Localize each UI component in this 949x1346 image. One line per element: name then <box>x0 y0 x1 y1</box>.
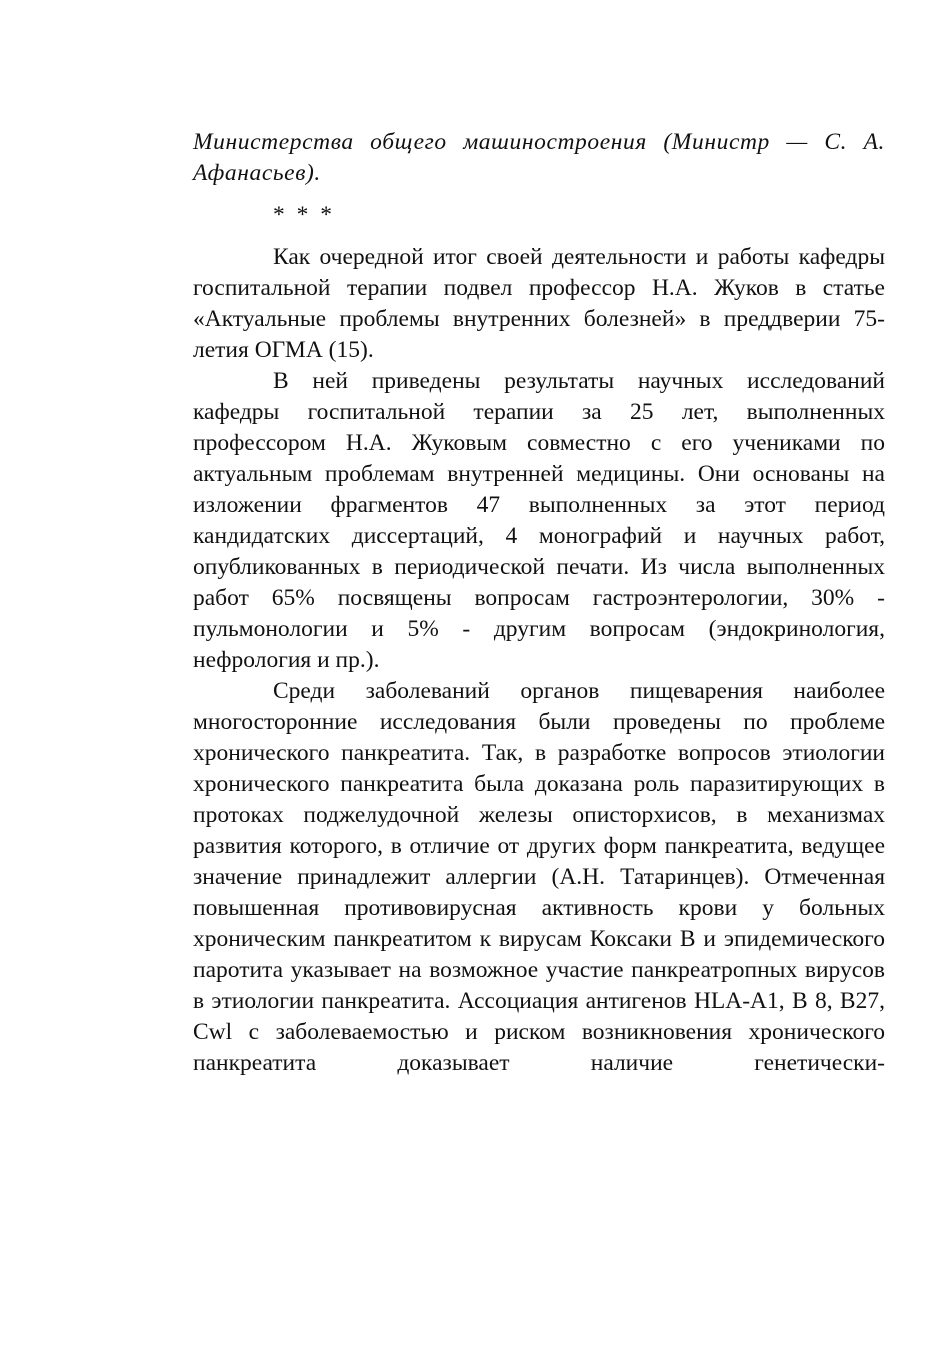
intro-italic-text: Министерства общего машиностроения (Министр — С. А. Афанасьев). <box>193 129 885 186</box>
document-page <box>193 127 885 1079</box>
paragraph-1: Как очередной итог своей деятельности и работы кафедры госпитальной терапии подвел профессор Н.А. Жуков в статье «Актуальные проблемы внутренних болезней» в преддверии 75-летия ОГМА (15). <box>193 244 885 363</box>
paragraph-3: Среди заболеваний органов пищеварения наиболее многосторонние исследования были проведены по проблеме хронического панкреатита. Так, в разработке вопросов этиологии хронического панкреатита была доказана роль паразитирующих в протоках поджелудочной железы описторхисов, в механизмах развития которого, в отличие от других форм панкреатита, ведущее значение принадлежит аллергии (А.Н. Татаринцев). Отмеченная повышенная противовирусная активность крови у больных хроническим панкреатитом к вирусам Коксаки В и эпидемического паротита указывает на возможное участие панкреатропных вирусов в этиологии панкреатита. Ассоциация антигенов HLA-A1, В 8, B27, Cwl с заболеваемостью и риском возникновения хронического панкреатита доказывает наличие генетически- <box>193 678 885 1076</box>
paragraph-2: В ней приведены результаты научных исследований кафедры госпитальной терапии за 25 лет, выполненных профессором Н.А. Жуковым совместно с его учениками по актуальным проблемам внутренней медицины. Они основаны на изложении фрагментов 47 выполненных за этот период кандидатских диссертаций, 4 монографий и научных работ, опубликованных в периодической печати. Из числа выполненных работ 65% посвящены вопросам гастроэнтерологии, 30% - пульмонологии и 5% - другим вопросам (эндокринология, нефрология и пр.). <box>193 368 885 673</box>
section-separator: * * * <box>273 202 335 228</box>
